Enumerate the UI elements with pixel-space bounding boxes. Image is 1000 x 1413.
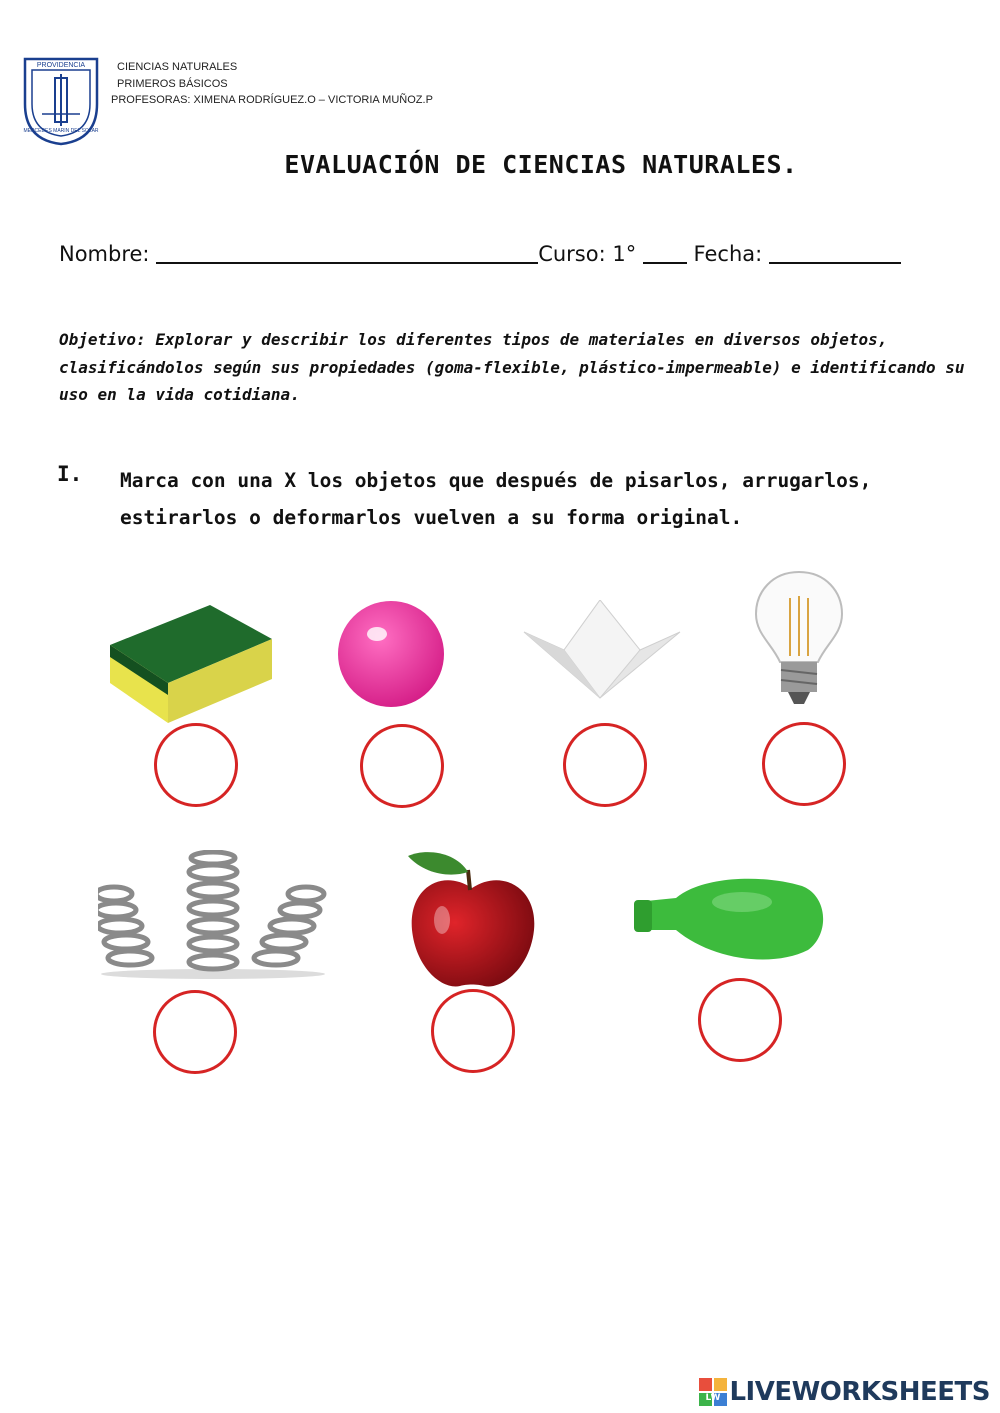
question-number: I. [57,462,83,486]
school-seal [22,56,100,146]
name-field[interactable] [156,240,538,264]
answer-circle-ball[interactable] [360,724,444,808]
liveworksheets-logo [699,1377,990,1407]
brand-name: LIVEWORKSHEETS [729,1377,990,1407]
answer-circle-paper-boat[interactable] [563,723,647,807]
date-label: Fecha: [686,242,769,266]
answer-circle-balloon[interactable] [698,978,782,1062]
header-grade: PRIMEROS BÁSICOS [117,78,228,90]
objective-text: Objetivo: Explorar y describir los diferentes tipos de materiales en diversos objetos, clasificándolos según sus propiedades (goma-flexible, plástico-impermeable) e identificando su uso en la vida cotidiana. [59,330,965,404]
course-field[interactable] [643,240,687,264]
sponge-icon [106,595,276,729]
page-title: EVALUACIÓN DE CIENCIAS NATURALES. [284,150,798,179]
name-label: Nombre: [59,242,157,266]
answer-circle-apple[interactable] [431,989,515,1073]
ball-icon [335,598,447,714]
balloon-icon [632,868,832,972]
answer-circle-sponge[interactable] [154,723,238,807]
light-bulb-icon [752,568,847,712]
answer-circle-springs[interactable] [153,990,237,1074]
header-teachers: PROFESORAS: XIMENA RODRÍGUEZ.O – VICTORIA MUÑOZ.P [111,94,433,106]
answer-circle-light-bulb[interactable] [762,722,846,806]
paper-boat-icon [520,600,685,704]
student-fields [59,240,901,266]
seal-ring-text: MERCEDES MARIN DEL SOLAR [23,128,99,134]
apple-icon [402,848,542,997]
brand-logo-letters: LW [705,1393,721,1403]
spring-icon [98,850,328,984]
header-subject: CIENCIAS NATURALES [117,61,238,73]
liveworksheets-icon [699,1378,727,1406]
course-label: Curso: 1° [538,242,643,266]
date-field[interactable] [769,240,901,264]
seal-top-text: PROVIDENCIA [36,62,86,69]
question-text: Marca con una X los objetos que después de pisarlos, arrugarlos, estirarlos o deformarlos vuelven a su forma original. [120,469,872,529]
